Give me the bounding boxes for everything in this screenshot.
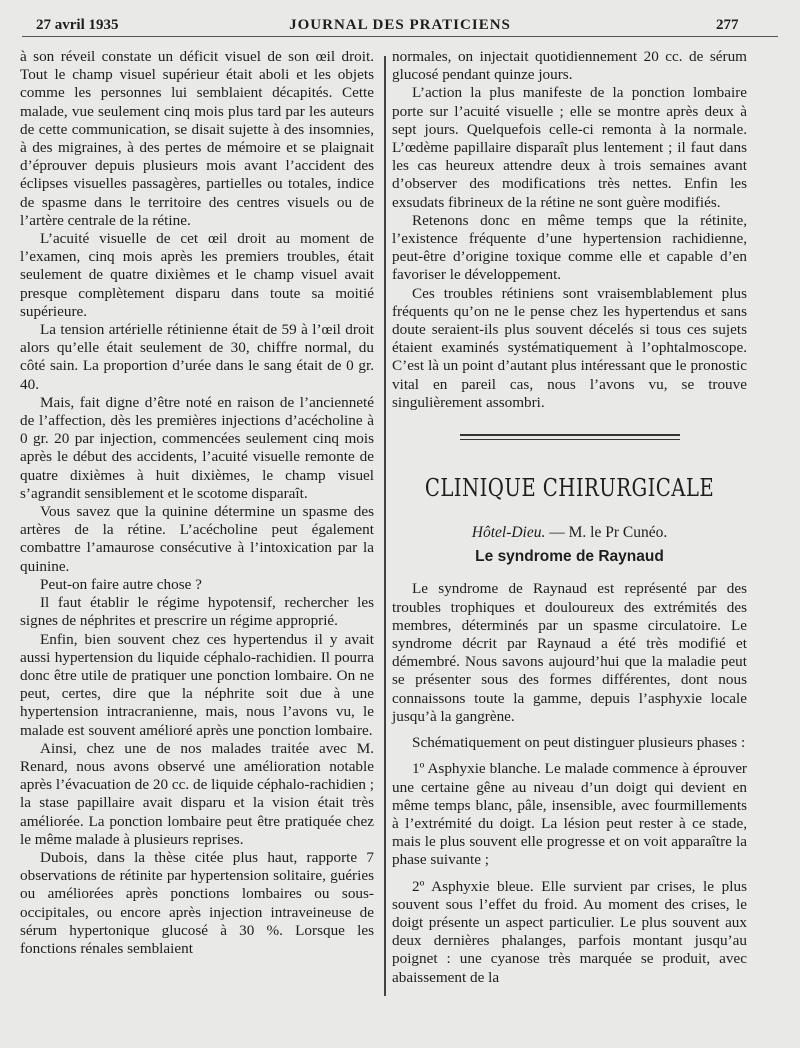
issue-date: 27 avril 1935 (36, 17, 119, 33)
right-column (392, 48, 747, 987)
byline-author: — M. le Pr Cunéo. (549, 524, 668, 542)
section-title: CLINIQUE CHIRURGICALE (424, 474, 715, 503)
paragraph: Il faut établir le régime hypotensif, rechercher les signes de néphrites et prescrire un régime approprié. (20, 594, 374, 630)
paragraph: Ces troubles rétiniens sont vraisemblablement plus fréquents qu’on ne le pense chez les hypertendus et sans doute seraient-ils plus souvent décelés si tous ces sujets étaient examinés systématiquement à l’ophtalmoscope. C’est là un point d’autant plus intéressant que le pronostic vital en pareil cas, nous l’avons vu, se trouve singulièrement assombri. (392, 284, 747, 411)
paragraph: Ainsi, chez une de nos malades traitée avec M. Renard, nous avons observé une amélioration notable après l’évacuation de 20 cc. de liquide céphalo-rachidien ; la stase papillaire avait disparu et la vision était très améliorée. La ponction lombaire peut être pratiquée chez le même malade à plusieurs reprises. (20, 739, 374, 848)
left-column (20, 48, 374, 958)
paragraph: La tension artérielle rétinienne était de 59 à l’œil droit alors qu’elle était seulement de 30, chiffre normal, du côté sain. La proportion d’urée dans le sang était de 0 gr. 40. (20, 321, 374, 393)
paragraph: Enfin, bien souvent chez ces hypertendus il y avait aussi hypertension du liquide céphalo-rachidien. Il pourra donc être utile de pratiquer une ponction lombaire. On ne peut, certes, dire que la néphrite soit due à une hypertension intracranienne, mais, nous l’avons vu, le malade est souvent amélioré après une ponction lombaire. (20, 630, 374, 739)
byline-place: Hôtel-Dieu. (471, 524, 546, 542)
section-separator (460, 434, 680, 440)
paragraph: Retenons donc en même temps que la rétinite, l’existence fréquente d’une hypertension rachidienne, peut-être d’origine toxique comme elle et capable d’en favoriser le développement. (392, 211, 747, 284)
header-rule (22, 36, 778, 37)
paragraph: normales, on injectait quotidiennement 20 cc. de sérum glucosé pendant quinze jours. (392, 48, 747, 84)
paragraph: Le syndrome de Raynaud est représenté par des troubles trophiques et douloureux des extrémités des membres, déterminés par un spasme circulatoire. Le syndrome décrit par Raynaud a été très modifié et démembré. Nous savons aujourd’hui que la maladie peut se présenter sous des formes différentes, dont nous connaissons toute la gamme, depuis l’asphyxie locale jusqu’à la gangrène. (392, 580, 747, 725)
paragraph: Mais, fait digne d’être noté en raison de l’ancienneté de l’affection, dès les premières injections d’acécholine à 0 gr. 20 par injection, commencées seulement cinq mois après le début des accidents, l’acuité visuelle remonte de quatre dixièmes à huit dixièmes, le champ visuel s’agrandit sensiblement et le scotome disparaît. (20, 393, 374, 502)
page-number: 277 (716, 17, 739, 33)
paragraph: Dubois, dans la thèse citée plus haut, rapporte 7 observations de rétinite par hypertension solitaire, guéries ou améliorées après ponctions lombaires ou sous-occipitales, ou encore après injection intraveineuse de sérum hypertonique glucosé à 30 %. Lorsque les fonctions rénales semblaient (20, 848, 374, 957)
paragraph: L’action la plus manifeste de la ponction lombaire porte sur l’acuité visuelle ; elle se montre après deux à sept jours. Quelquefois celle-ci remonta à la normale. L’œdème papillaire disparaît plus lentement ; il faut dans les cas heureux attendre deux à trois semaines avant d’observer des modifications très nettes. Enfin les exsudats fibrineux de la rétine ne sont guère modifiés. (392, 84, 747, 211)
byline (392, 524, 747, 542)
journal-title: JOURNAL DES PRATICIENS (289, 17, 511, 33)
paragraph: Peut-on faire autre chose ? (40, 575, 202, 593)
paragraph: L’acuité visuelle de cet œil droit au moment de l’examen, cinq mois après les premiers troubles, était seulement de quatre dixièmes et le champ visuel avait presque complètement disparu dans toute sa moitié supérieure. (20, 230, 374, 320)
paragraph: 2º Asphyxie bleue. Elle survient par crises, le plus souvent sous l’effet du froid. Au moment des crises, le doigt présente un aspect particulier. Le plus souvent aux deux dernières phalanges, parfois montant jusqu’au poignet : une cyanose très marquée se produit, avec abaissement de la (392, 877, 747, 986)
paragraph: Schématiquement on peut distinguer plusieurs phases : (412, 734, 746, 752)
page-header (0, 14, 800, 36)
paragraph: à son réveil constate un déficit visuel de son œil droit. Tout le champ visuel supérieur était aboli et les objets comme les personnes lui semblaient décapités. Cette malade, vue seulement cinq mois plus tard par les auteurs de cette communication, se disait sujette à des insomnies, à des migraines, à des pertes de mémoire et se plaignait d’éprouver depuis plusieurs mois avant l’accident des éclipses visuelles passagères, partielles ou totales, indice de spasme dans le territoire des centres visuels ou de l’artère centrale de la rétine. (20, 48, 374, 229)
paragraph: 1º Asphyxie blanche. Le malade commence à éprouver une certaine gêne au niveau d’un doigt qui devient en même temps blanc, pâle, insensible, avec fourmillements à l’extrémité du doigt. La lésion peut rester à ce stade, mais le plus souvent elle progresse et on voit apparaître la phase suivante ; (392, 760, 747, 869)
column-divider (384, 56, 386, 996)
article-title: Le syndrome de Raynaud (475, 548, 664, 566)
paragraph: Vous savez que la quinine détermine un spasme des artères de la rétine. L’acécholine peut également combattre l’amaurose consécutive à l’intoxication par la quinine. (20, 503, 374, 575)
